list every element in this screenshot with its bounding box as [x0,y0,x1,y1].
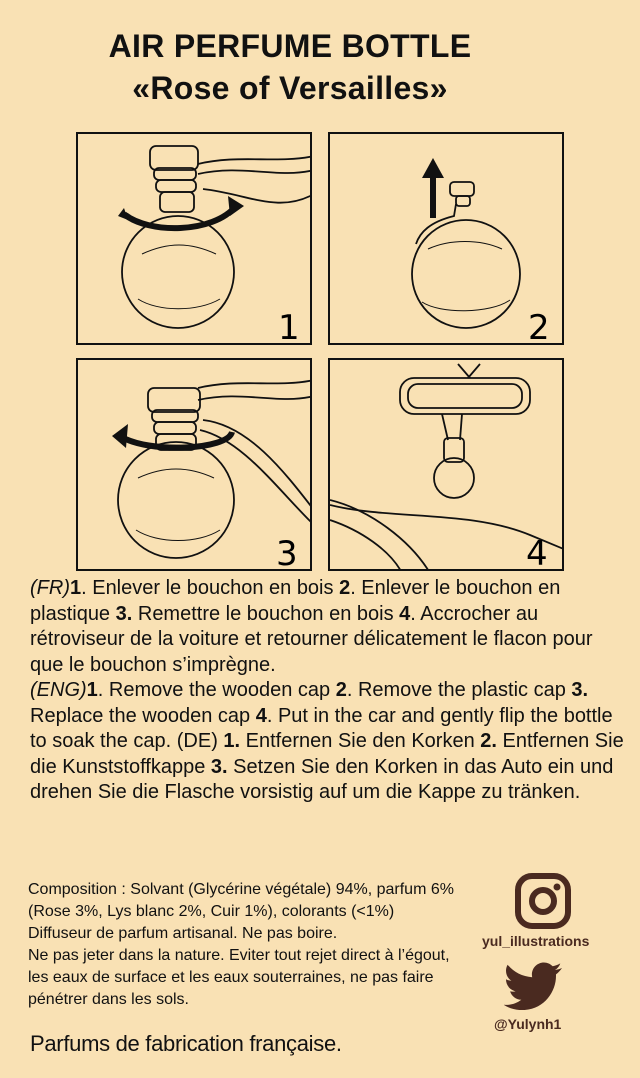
step-number: 1 [278,308,300,347]
instr-en-2: . Remove the plastic cap [346,679,572,701]
step-number: 4 [526,534,548,573]
composition-text: Composition : Solvant (Glycérine végétale) 94%, parfum 6% (Rose 3%, Lys blanc 2%, Cuir 1%), colorants (<1%) [28,881,454,920]
instr-en-3: Replace the wooden cap [30,704,256,727]
instr-fr-2: . Enlever le bouchon en plastique [30,577,561,625]
step-num: 3. [571,679,589,701]
instr-de-3: Setzen Sie den Korken in das Auto ein und drehen Sie die Flasche vorsistig auf um die Kappe zu tränken. [30,755,614,803]
step-num: 3. [210,755,228,778]
step-number: 2 [528,308,550,347]
step-panel-4 [328,358,564,571]
step-panel-2 [328,132,564,345]
step-num: 1 [86,679,98,701]
step-panel-1 [76,132,312,345]
step-num: 1 [69,577,82,599]
step-number: 3 [276,534,298,573]
step-4-illustration [330,360,564,571]
instr-fr-3: Remettre le bouchon en bois [132,602,400,625]
instagram-icon [515,873,571,929]
instr-fr-1: . Enlever le bouchon en bois [81,577,340,599]
instructions-text [30,576,630,806]
step-num: 2 [335,679,347,701]
step-1-illustration [78,134,312,345]
step-num: 2 [339,577,351,599]
step-panel-3 [76,358,312,571]
twitter-handle: @Yulynh1 [494,1016,562,1032]
instr-en-1: . Remove the wooden cap [97,679,336,701]
instr-de-2: Entfernen Sie die Kunststoffkappe [30,730,624,778]
page-title: AIR PERFUME BOTTLE [108,28,472,64]
composition-block [28,879,468,1011]
step-num: 1. [223,730,241,752]
step-num: 4 [255,704,267,727]
diffuser-warning: Diffuseur de parfum artisanal. Ne pas boire. [28,925,338,942]
lang-tag-fr: (FR) [30,577,70,599]
environment-warning: Ne pas jeter dans la nature. Eviter tout rejet direct à l’égout, les eaux de surface et les eaux souterraines, ne pas faire pénétrer dans les sols. [28,947,450,1008]
page-subtitle: «Rose of Versailles» [132,70,448,106]
step-num: 2. [480,730,497,752]
instr-fr-4: . Accrocher au rétroviseur de la voiture et retourner délicatement le flacon pour que le bouchon s’imprègne. [30,602,593,676]
made-in-france: Parfums de fabrication française. [30,1031,342,1056]
step-3-illustration [78,360,312,571]
step-num: 3. [115,602,133,625]
step-num: 4 [399,602,411,625]
instagram-handle: yul_illustrations [482,933,590,949]
twitter-icon [504,962,564,1010]
instr-en-4: . Put in the car and gently flip the bottle to soak the cap. (DE) [30,704,613,752]
lang-tag-en: (ENG) [30,679,87,701]
instr-de-1: Entfernen Sie den Korken [240,730,481,752]
step-2-illustration [330,134,564,345]
